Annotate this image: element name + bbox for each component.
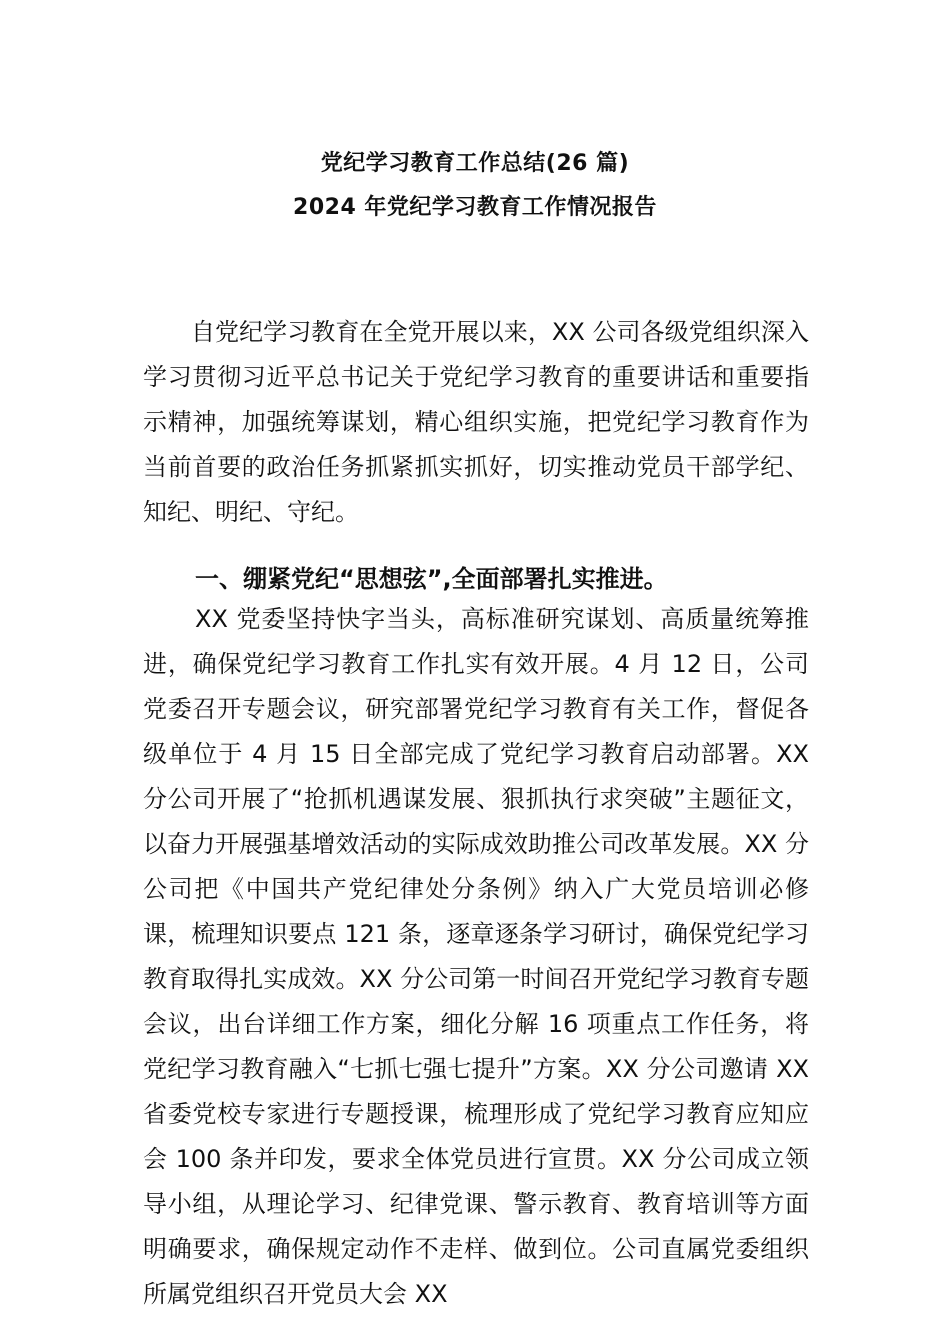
- document-title-block: [0, 142, 950, 230]
- intro-paragraph: 自党纪学习教育在全党开展以来，XX 公司各级党组织深入学习贯彻习近平总书记关于党纪学习教育的重要讲话和重要指示精神，加强统筹谋划，精心组织实施，把党纪学习教育作为当前首要的政治任务抓紧抓实抓好，切实推动党员干部学纪、知纪、明纪、守纪。: [143, 318, 809, 526]
- document-subtitle: 2024 年党纪学习教育工作情况报告: [293, 195, 657, 220]
- document-body: [143, 310, 809, 1317]
- section-paragraph: XX 党委坚持快字当头，高标准研究谋划、高质量统筹推进，确保党纪学习教育工作扎实有效开展。4 月 12 日，公司党委召开专题会议，研究部署党纪学习教育有关工作，督促各级单位于 4 月 15 日全部完成了党纪学习教育启动部署。XX 分公司开展了“抢抓机遇谋发展、狠抓执行求突破”主题征文，以奋力开展强基增效活动的实际成效助推公司改革发展。XX 分公司把《中国共产党纪律处分条例》纳入广大党员培训必修课，梳理知识要点 121 条，逐章逐条学习研讨，确保党纪学习教育取得扎实成效。XX 分公司第一时间召开党纪学习教育专题会议，出台详细工作方案，细化分解 16 项重点工作任务，将党纪学习教育融入“七抓七强七提升”方案。XX 分公司邀请 XX 省委党校专家进行专题授课，梳理形成了党纪学习教育应知应会 100 条并印发，要求全体党员进行宣贯。XX 分公司成立领导小组，从理论学习、纪律党课、警示教育、教育培训等方面明确要求，确保规定动作不走样、做到位。公司直属党委组织所属党组织召开党员大会 XX: [143, 605, 809, 1308]
- document-title: 党纪学习教育工作总结(26 篇): [320, 151, 630, 176]
- section-heading: 一、绷紧党纪“思想弦”,全面部署扎实推进。: [195, 565, 668, 593]
